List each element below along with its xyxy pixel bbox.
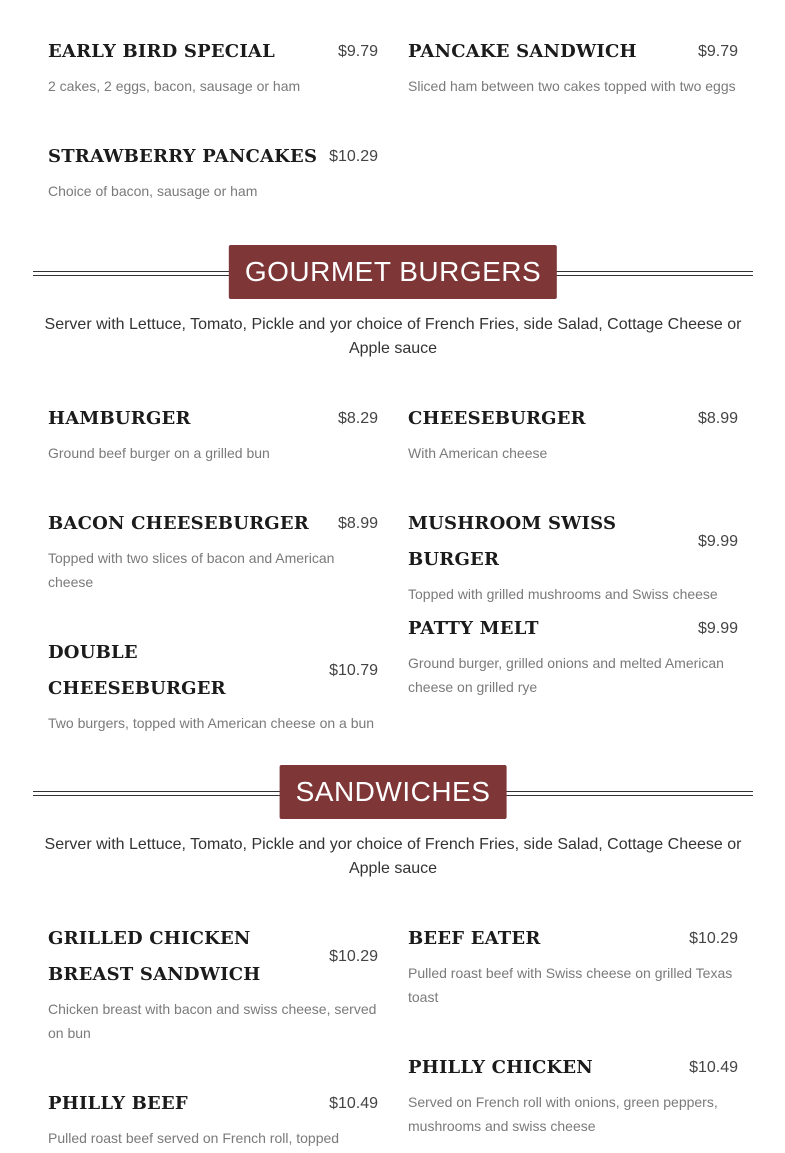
menu-item-cheeseburger xyxy=(408,401,738,465)
section-title: GOURMET BURGERS xyxy=(229,245,557,299)
item-name: MUSHROOM SWISS BURGER xyxy=(408,513,617,570)
item-price: $10.29 xyxy=(329,148,378,165)
section-title: SANDWICHES xyxy=(280,765,507,819)
item-price: $10.29 xyxy=(689,930,738,947)
item-name: BEEF EATER xyxy=(408,928,541,949)
menu-item-patty-melt xyxy=(408,611,738,699)
item-description: 2 cakes, 2 eggs, bacon, sausage or ham xyxy=(48,78,301,94)
item-name: STRAWBERRY PANCAKES xyxy=(48,146,318,167)
menu-item-grilled-chicken-breast-sandwich xyxy=(48,921,378,1045)
item-price: $8.99 xyxy=(697,410,738,427)
item-price: $8.99 xyxy=(337,515,378,532)
menu-item-mushroom-swiss-burger xyxy=(408,506,738,606)
menu-item-beef-eater xyxy=(408,921,738,1009)
item-price: $10.49 xyxy=(329,1095,378,1112)
item-name: BACON CHEESEBURGER xyxy=(48,513,309,534)
item-name: PATTY MELT xyxy=(408,618,539,639)
item-price: $10.49 xyxy=(689,1059,738,1076)
item-price: $8.29 xyxy=(337,410,378,427)
item-name: HAMBURGER xyxy=(48,408,191,429)
section-header-gourmet-burgers xyxy=(33,245,753,299)
item-price: $10.29 xyxy=(329,948,378,965)
item-description: Topped with two slices of bacon and American cheese xyxy=(48,550,335,590)
item-description: With American cheese xyxy=(408,445,548,461)
menu-item-bacon-cheeseburger xyxy=(48,506,378,594)
item-name: CHEESEBURGER xyxy=(408,408,586,429)
section-header-sandwiches xyxy=(33,765,753,819)
menu-item-double-cheeseburger xyxy=(48,635,378,735)
item-name: PHILLY CHICKEN xyxy=(408,1057,593,1078)
item-description: Ground burger, grilled onions and melted American cheese on grilled rye xyxy=(408,655,724,695)
item-price: $9.99 xyxy=(697,620,738,637)
menu-item-philly-beef xyxy=(48,1086,378,1150)
menu-item-early-bird-special xyxy=(48,34,378,98)
item-price: $9.99 xyxy=(697,533,738,550)
item-description: Chicken breast with bacon and swiss cheese, served on bun xyxy=(48,1001,377,1041)
item-name: PHILLY BEEF xyxy=(48,1093,188,1114)
item-description: Pulled roast beef served on French roll, topped xyxy=(48,1130,340,1146)
item-description: Ground beef burger on a grilled bun xyxy=(48,445,270,461)
item-price: $9.79 xyxy=(697,43,738,60)
item-name: GRILLED CHICKEN BREAST SANDWICH xyxy=(48,928,261,985)
item-name: PANCAKE SANDWICH xyxy=(408,41,637,62)
section-note: Server with Lettuce, Tomato, Pickle and yor choice of French Fries, side Salad, Cottage Cheese or Apple sauce xyxy=(44,316,742,357)
menu-item-strawberry-pancakes xyxy=(48,139,378,203)
menu-item-pancake-sandwich xyxy=(408,34,738,98)
menu-item-hamburger xyxy=(48,401,378,465)
menu-item-philly-chicken xyxy=(408,1050,738,1138)
item-description: Pulled roast beef with Swiss cheese on grilled Texas toast xyxy=(408,965,733,1005)
item-price: $9.79 xyxy=(337,43,378,60)
item-description: Served on French roll with onions, green peppers, mushrooms and swiss cheese xyxy=(408,1094,718,1134)
item-description: Sliced ham between two cakes topped with two eggs xyxy=(408,78,736,94)
item-name: DOUBLE CHEESEBURGER xyxy=(48,642,226,699)
item-description: Two burgers, topped with American cheese on a bun xyxy=(48,715,375,731)
item-description: Choice of bacon, sausage or ham xyxy=(48,183,258,199)
item-price: $10.79 xyxy=(329,662,378,679)
section-note: Server with Lettuce, Tomato, Pickle and yor choice of French Fries, side Salad, Cottage Cheese or Apple sauce xyxy=(44,836,742,877)
item-name: EARLY BIRD SPECIAL xyxy=(48,41,275,62)
item-description: Topped with grilled mushrooms and Swiss cheese xyxy=(408,586,718,602)
